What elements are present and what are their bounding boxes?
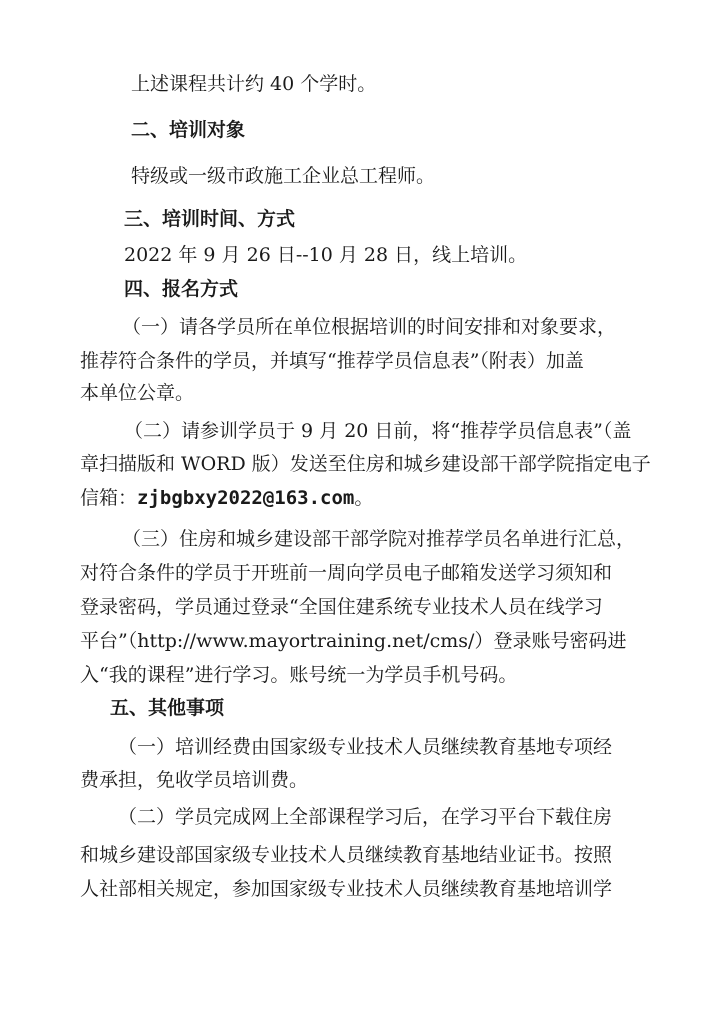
text-line: [80, 486, 373, 510]
text-line: 推荐符合条件的学员，并填写“推荐学员信息表”（附表）加盖: [80, 350, 584, 372]
section-heading: 三、培训时间、方式: [124, 208, 296, 230]
text-line: 对符合条件的学员于开班前一周向学员电子邮箱发送学习须知和: [80, 562, 613, 584]
text-line: 和城乡建设部国家级专业技术人员继续教育基地结业证书。按照: [80, 844, 613, 866]
text-line: 特级或一级市政施工企业总工程师。: [131, 165, 436, 187]
email-label: 信箱：: [80, 487, 138, 509]
email-address: zjbgbxy2022@163.com: [137, 487, 355, 509]
section-heading: 二、培训对象: [131, 119, 246, 141]
text-line: （一）培训经费由国家级专业技术人员继续教育基地专项经: [118, 736, 613, 758]
email-end: 。: [354, 487, 374, 509]
text-line: 上述课程共计约 40 个学时。: [131, 73, 377, 95]
text-line: 章扫描版和 WORD 版）发送至住房和城乡建设部干部学院指定电子: [80, 453, 651, 475]
text-line: （二）请参训学员于 9 月 20 日前，将“推荐学员信息表”（盖: [124, 420, 632, 442]
text-line: 人社部相关规定，参加国家级专业技术人员继续教育基地培训学: [80, 878, 613, 900]
text-line: 平台”（http://www.mayortraining.net/cms/）登录账号密码进: [80, 630, 627, 652]
text-line: 本单位公章。: [80, 382, 195, 404]
text-line: 2022 年 9 月 26 日--10 月 28 日，线上培训。: [124, 244, 528, 266]
text-line: 入“我的课程”进行学习。账号统一为学员手机号码。: [80, 664, 518, 686]
text-line: 费承担，免收学员培训费。: [80, 769, 309, 791]
section-heading: 四、报名方式: [124, 278, 239, 300]
text-line: （二）学员完成网上全部课程学习后，在学习平台下载住房: [118, 806, 613, 828]
section-heading: 五、其他事项: [110, 697, 225, 719]
text-line: （三）住房和城乡建设部干部学院对推荐学员名单进行汇总，: [122, 528, 636, 550]
text-line: （一）请各学员所在单位根据培训的时间安排和对象要求，: [122, 316, 617, 338]
text-line: 登录密码，学员通过登录“全国住建系统专业技术人员在线学习: [80, 596, 603, 618]
